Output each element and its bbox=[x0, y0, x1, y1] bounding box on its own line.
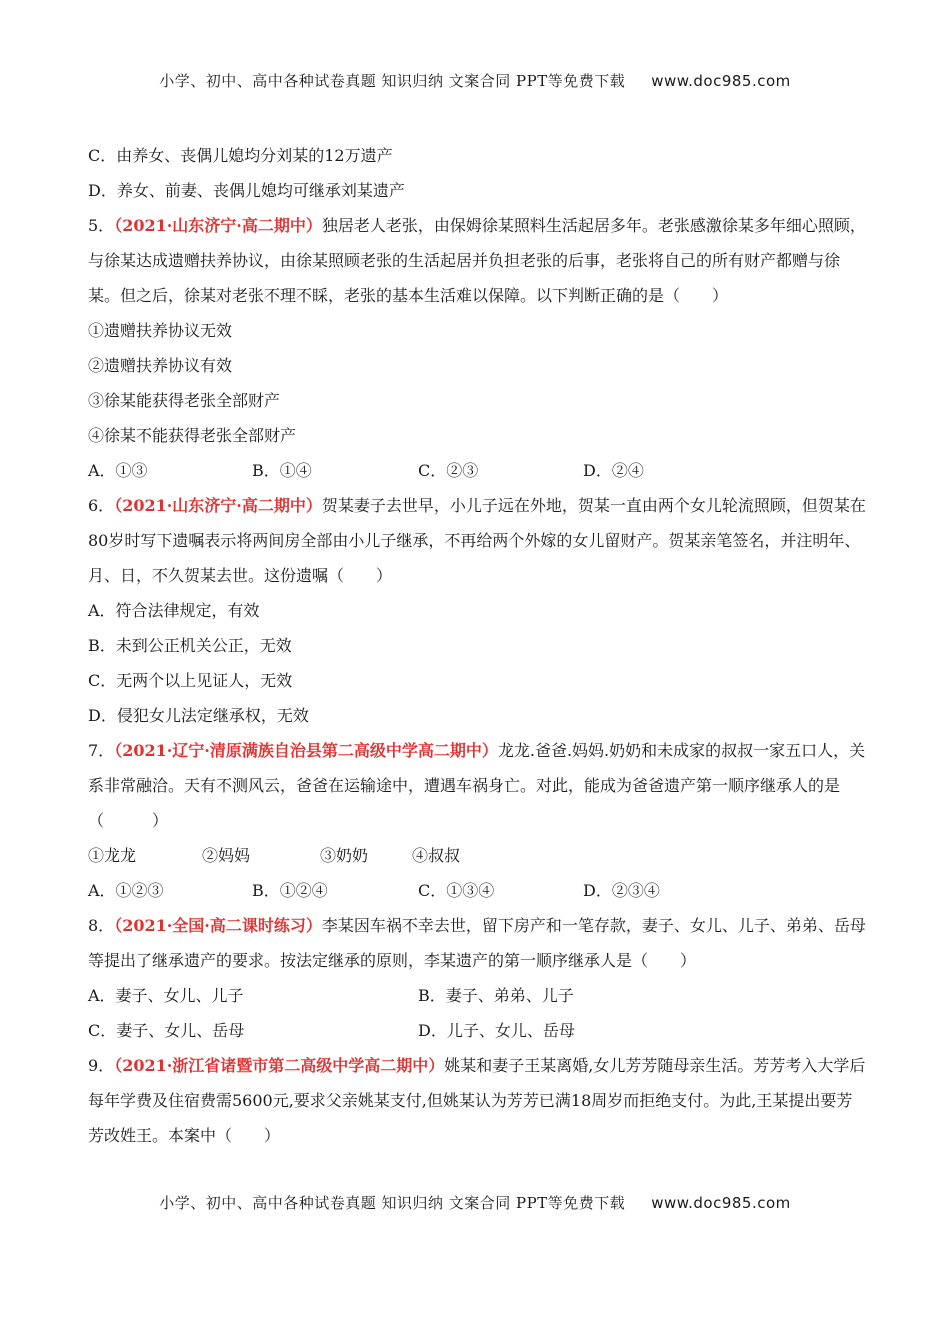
q7-options bbox=[88, 879, 868, 914]
q5-options bbox=[88, 459, 868, 494]
q7-statement: ④叔叔 bbox=[412, 846, 461, 865]
q8-option-d: D．儿子、女儿、岳母 bbox=[418, 1021, 575, 1040]
header-site[interactable]: www.doc985.com bbox=[651, 72, 791, 90]
q5-option-d: D．②④ bbox=[583, 461, 644, 480]
q5-statement: ②遗赠扶养协议有效 bbox=[88, 356, 233, 375]
q6-option-a: A．符合法律规定，有效 bbox=[88, 601, 260, 620]
q7-number: 7． bbox=[88, 741, 115, 760]
q7-statement: ③奶奶 bbox=[320, 846, 369, 865]
q9-number: 9． bbox=[88, 1056, 115, 1075]
prev-option-d: D．养女、前妻、丧偶儿媳均可继承刘某遗产 bbox=[88, 181, 405, 200]
q5-statement: ④徐某不能获得老张全部财产 bbox=[88, 426, 297, 445]
q6-source: （2021·山东济宁·高二期中） bbox=[114, 496, 322, 515]
q5-statement: ①遗赠扶养协议无效 bbox=[88, 321, 233, 340]
q6-stem: 贺某妻子去世早，小儿子远在外地，贺某一直由两个女儿轮流照顾，但贺某在80岁时写下遗嘱表示将两间房全部由小儿子继承，不再给两个外嫁的女儿留财产。贺某亲笔签名，并注明年、月、日，不久贺某去世。这份遗嘱（ ） bbox=[88, 496, 866, 585]
q7-statement: ①龙龙 bbox=[88, 846, 137, 865]
q6-number: 6． bbox=[88, 496, 115, 515]
header-text: 小学、初中、高中各种试卷真题 知识归纳 文案合同 PPT等免费下载 bbox=[159, 72, 626, 90]
q5-statement: ③徐某能获得老张全部财产 bbox=[88, 391, 281, 410]
document-body bbox=[88, 144, 868, 1159]
q8-options-row-1 bbox=[88, 984, 868, 1019]
q7-statements bbox=[88, 844, 868, 879]
q5-option-b: B．①④ bbox=[252, 461, 312, 480]
prev-option-c: C．由养女、丧偶儿媳均分刘某的12万遗产 bbox=[88, 146, 393, 165]
q8-option-c: C．妻子、女儿、岳母 bbox=[88, 1021, 245, 1040]
question-6 bbox=[88, 488, 868, 593]
q8-stem: 李某因车祸不幸去世，留下房产和一笔存款，妻子、女儿、儿子、弟弟、岳母等提出了继承遗产的要求。按法定继承的原则，李某遗产的第一顺序继承人是（ ） bbox=[88, 916, 866, 970]
q5-number: 5． bbox=[88, 216, 115, 235]
q8-number: 8． bbox=[88, 916, 115, 935]
q7-option-a: A．①②③ bbox=[88, 881, 164, 900]
q7-option-b: B．①②④ bbox=[252, 881, 328, 900]
page-header bbox=[0, 70, 950, 91]
q7-option-c: C．①③④ bbox=[418, 881, 495, 900]
q8-option-a: A．妻子、女儿、儿子 bbox=[88, 986, 244, 1005]
q8-option-b: B．妻子、弟弟、儿子 bbox=[418, 986, 574, 1005]
page-footer bbox=[0, 1192, 950, 1213]
footer-site[interactable]: www.doc985.com bbox=[651, 1194, 791, 1212]
q5-stem: 独居老人老张，由保姆徐某照料生活起居多年。老张感激徐某多年细心照顾，与徐某达成遗赠扶养协议，由徐某照顾老张的生活起居并负担老张的后事，老张将自己的所有财产都赠与徐某。但之后，徐某对老张不理不睬，老张的基本生活难以保障。以下判断正确的是（ ） bbox=[88, 216, 866, 305]
q5-option-c: C．②③ bbox=[418, 461, 479, 480]
question-9 bbox=[88, 1048, 868, 1153]
q7-statement: ②妈妈 bbox=[202, 846, 251, 865]
q5-source: （2021·山东济宁·高二期中） bbox=[114, 216, 322, 235]
q8-source: （2021·全国·高二课时练习） bbox=[114, 916, 322, 935]
question-5 bbox=[88, 208, 868, 313]
q7-stem: 龙龙.爸爸.妈妈.奶奶和未成家的叔叔一家五口人，关系非常融洽。天有不测风云，爸爸在运输途中，遭遇车祸身亡。对此，能成为爸爸遗产第一顺序继承人的是（ ） bbox=[88, 741, 866, 830]
q9-source: （2021·浙江省诸暨市第二高级中学高二期中） bbox=[114, 1056, 445, 1075]
q9-stem: 姚某和妻子王某离婚,女儿芳芳随母亲生活。芳芳考入大学后每年学费及住宿费需5600元,要求父亲姚某支付,但姚某认为芳芳已满18周岁而拒绝支付。为此,王某提出要芳芳改姓王。本案中（ ） bbox=[88, 1056, 866, 1145]
question-8 bbox=[88, 908, 868, 978]
question-7 bbox=[88, 733, 868, 838]
q7-source: （2021·辽宁·清原满族自治县第二高级中学高二期中） bbox=[114, 741, 498, 760]
q5-option-a: A．①③ bbox=[88, 461, 148, 480]
q6-option-d: D．侵犯女儿法定继承权，无效 bbox=[88, 706, 309, 725]
q6-option-c: C．无两个以上见证人，无效 bbox=[88, 671, 293, 690]
q8-options-row-2 bbox=[88, 1019, 868, 1054]
footer-text: 小学、初中、高中各种试卷真题 知识归纳 文案合同 PPT等免费下载 bbox=[159, 1194, 626, 1212]
q6-option-b: B．未到公正机关公正，无效 bbox=[88, 636, 292, 655]
q7-option-d: D．②③④ bbox=[583, 881, 660, 900]
